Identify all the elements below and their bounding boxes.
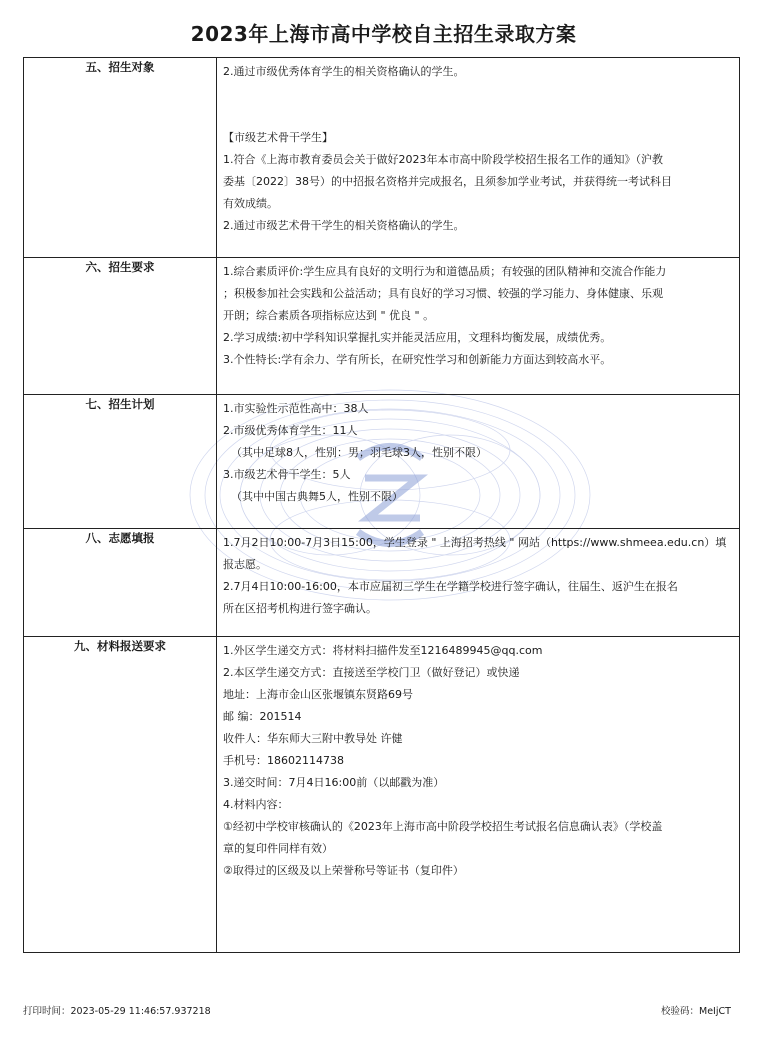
content-line: 地址：上海市金山区张堰镇东贤路69号 (223, 688, 413, 701)
content-line: 3.个性特长:学有余力、学有所长，在研究性学习和创新能力方面达到较高水平。 (223, 353, 612, 366)
table-row (24, 258, 740, 395)
section-content (217, 58, 740, 258)
content-line: 【市级艺术骨干学生】 (223, 131, 333, 144)
table-row (24, 58, 740, 258)
content-line: 2.市级优秀体育学生：11人 (223, 424, 358, 437)
content-line: 章的复印件同样有效） (223, 842, 333, 855)
content-line: 委基〔2022〕38号）的中招报名资格并完成报名，且须参加学业考试，并获得统一考试科目 (223, 175, 672, 188)
content-line: 收件人：华东师大三附中教导处 许健 (223, 732, 403, 745)
content-line: 所在区招考机构进行签字确认。 (223, 602, 377, 615)
content-line: 1.综合素质评价:学生应具有良好的文明行为和道德品质；有较强的团队精神和交流合作能力 (223, 265, 667, 278)
content-line: ②取得过的区级及以上荣誉称号等证书（复印件） (223, 864, 464, 877)
section-content (217, 395, 740, 529)
section-heading: 七、招生计划 (24, 395, 217, 529)
content-line: 2.学习成绩:初中学科知识掌握扎实并能灵活应用，文理科均衡发展，成绩优秀。 (223, 331, 612, 344)
content-line: 2.本区学生递交方式：直接送至学校门卫（做好登记）或快递 (223, 666, 520, 679)
document-title: 2023年上海市高中学校自主招生录取方案 (190, 22, 577, 46)
section-content (217, 258, 740, 395)
table-row (24, 529, 740, 637)
content-line: 1.符合《上海市教育委员会关于做好2023年本市高中阶段学校招生报名工作的通知》（沪教 (223, 153, 663, 166)
check-code: 校验码：MeIjCT (661, 1006, 731, 1017)
content-line: ①经初中学校审核确认的《2023年上海市高中阶段学校招生考试报名信息确认表》（学校盖 (223, 820, 663, 833)
content-line: 2.通过市级艺术骨干学生的相关资格确认的学生。 (223, 219, 465, 232)
content-line: 1.外区学生递交方式：将材料扫描件发至1216489945@qq.com (223, 644, 543, 657)
content-line: 1.7月2日10:00-7月3日15:00，学生登录 " 上海招考热线 " 网站（https://www.shmeea.edu.cn）填 (223, 536, 727, 549)
content-line: 有效成绩。 (223, 197, 278, 210)
content-line: 3.递交时间：7月4日16:00前（以邮戳为准） (223, 776, 445, 789)
print-time: 打印时间：2023-05-29 11:46:57.937218 (23, 1006, 211, 1017)
content-line: （其中足球8人，性别：男；羽毛球3人，性别不限） (231, 446, 487, 459)
section-heading: 八、志愿填报 (24, 529, 217, 637)
content-line: 邮 编：201514 (223, 710, 302, 723)
content-line: 3.市级艺术骨干学生：5人 (223, 468, 351, 481)
content-line: 2.通过市级优秀体育学生的相关资格确认的学生。 (223, 65, 465, 78)
table-row (24, 637, 740, 953)
content-line: 手机号：18602114738 (223, 754, 344, 767)
section-content (217, 529, 740, 637)
content-line: 1.市实验性示范性高中：38人 (223, 402, 369, 415)
content-line: 4.材料内容： (223, 798, 289, 811)
content-line: 报志愿。 (223, 558, 267, 571)
section-heading: 九、材料报送要求 (24, 637, 217, 953)
admission-plan-table (23, 57, 740, 953)
section-heading: 五、招生对象 (24, 58, 217, 258)
section-heading: 六、招生要求 (24, 258, 217, 395)
table-row (24, 395, 740, 529)
content-line: ；积极参加社会实践和公益活动；具有良好的学习习惯、较强的学习能力、身体健康、乐观 (223, 287, 663, 300)
content-line: 开朗；综合素质各项指标应达到 " 优良 " 。 (223, 309, 435, 322)
content-line: （其中中国古典舞5人，性别不限） (231, 490, 403, 503)
section-content (217, 637, 740, 953)
content-line: 2.7月4日10:00-16:00，本市应届初三学生在学籍学校进行签字确认，往届生、返沪生在报名 (223, 580, 678, 593)
